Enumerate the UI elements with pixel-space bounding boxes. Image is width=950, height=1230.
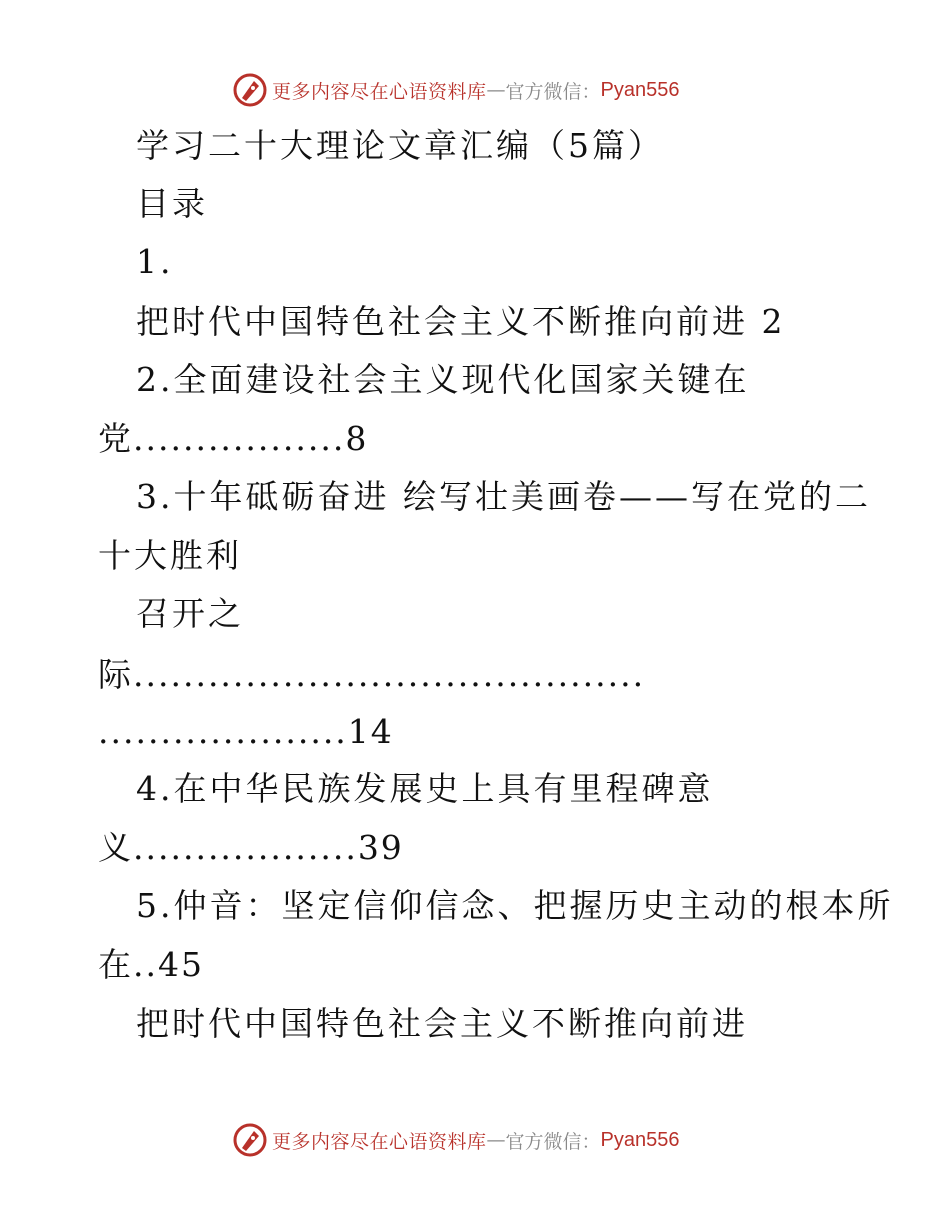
banner-account: Pyan556 <box>600 1128 680 1151</box>
toc-line: ....................14 <box>98 712 394 751</box>
toc-heading: 目录 <box>136 184 208 223</box>
banner-wechat-label: 官方微信： <box>505 80 601 103</box>
banner-separator: — <box>486 1129 506 1151</box>
section-heading: 把时代中国特色社会主义不断推向前进 <box>136 1004 748 1043</box>
banner-wechat-label: 官方微信： <box>505 1130 601 1153</box>
toc-line: 2.全面建设社会主义现代化国家关键在 <box>136 360 750 399</box>
banner-separator: — <box>486 79 506 101</box>
toc-line: 召开之 <box>136 594 244 633</box>
toc-line: 际......................................... <box>98 655 646 694</box>
toc-line: 党.................8 <box>98 419 369 458</box>
pen-nib-circle-icon <box>232 72 268 108</box>
banner-text: 更多内容尽在心语资料库 <box>272 1130 487 1153</box>
document-title: 学习二十大理论文章汇编（5篇） <box>136 126 664 165</box>
toc-line: 把时代中国特色社会主义不断推向前进 2 <box>136 302 786 341</box>
toc-line: 5.仲音：坚定信仰信念、把握历史主动的根本所 <box>136 886 894 925</box>
pen-nib-circle-icon <box>232 1122 268 1158</box>
footer-banner <box>232 1120 680 1160</box>
banner-account: Pyan556 <box>600 78 680 101</box>
toc-line: 十大胜利 <box>98 536 242 575</box>
toc-line: 3.十年砥砺奋进 绘写壮美画卷——写在党的二 <box>136 477 871 516</box>
header-banner <box>232 70 680 110</box>
banner-text: 更多内容尽在心语资料库 <box>272 80 487 103</box>
toc-line: 在..45 <box>98 945 204 984</box>
toc-line: 1. <box>136 242 174 281</box>
toc-line: 4.在中华民族发展史上具有里程碑意 <box>136 769 714 808</box>
toc-line: 义..................39 <box>98 828 404 867</box>
